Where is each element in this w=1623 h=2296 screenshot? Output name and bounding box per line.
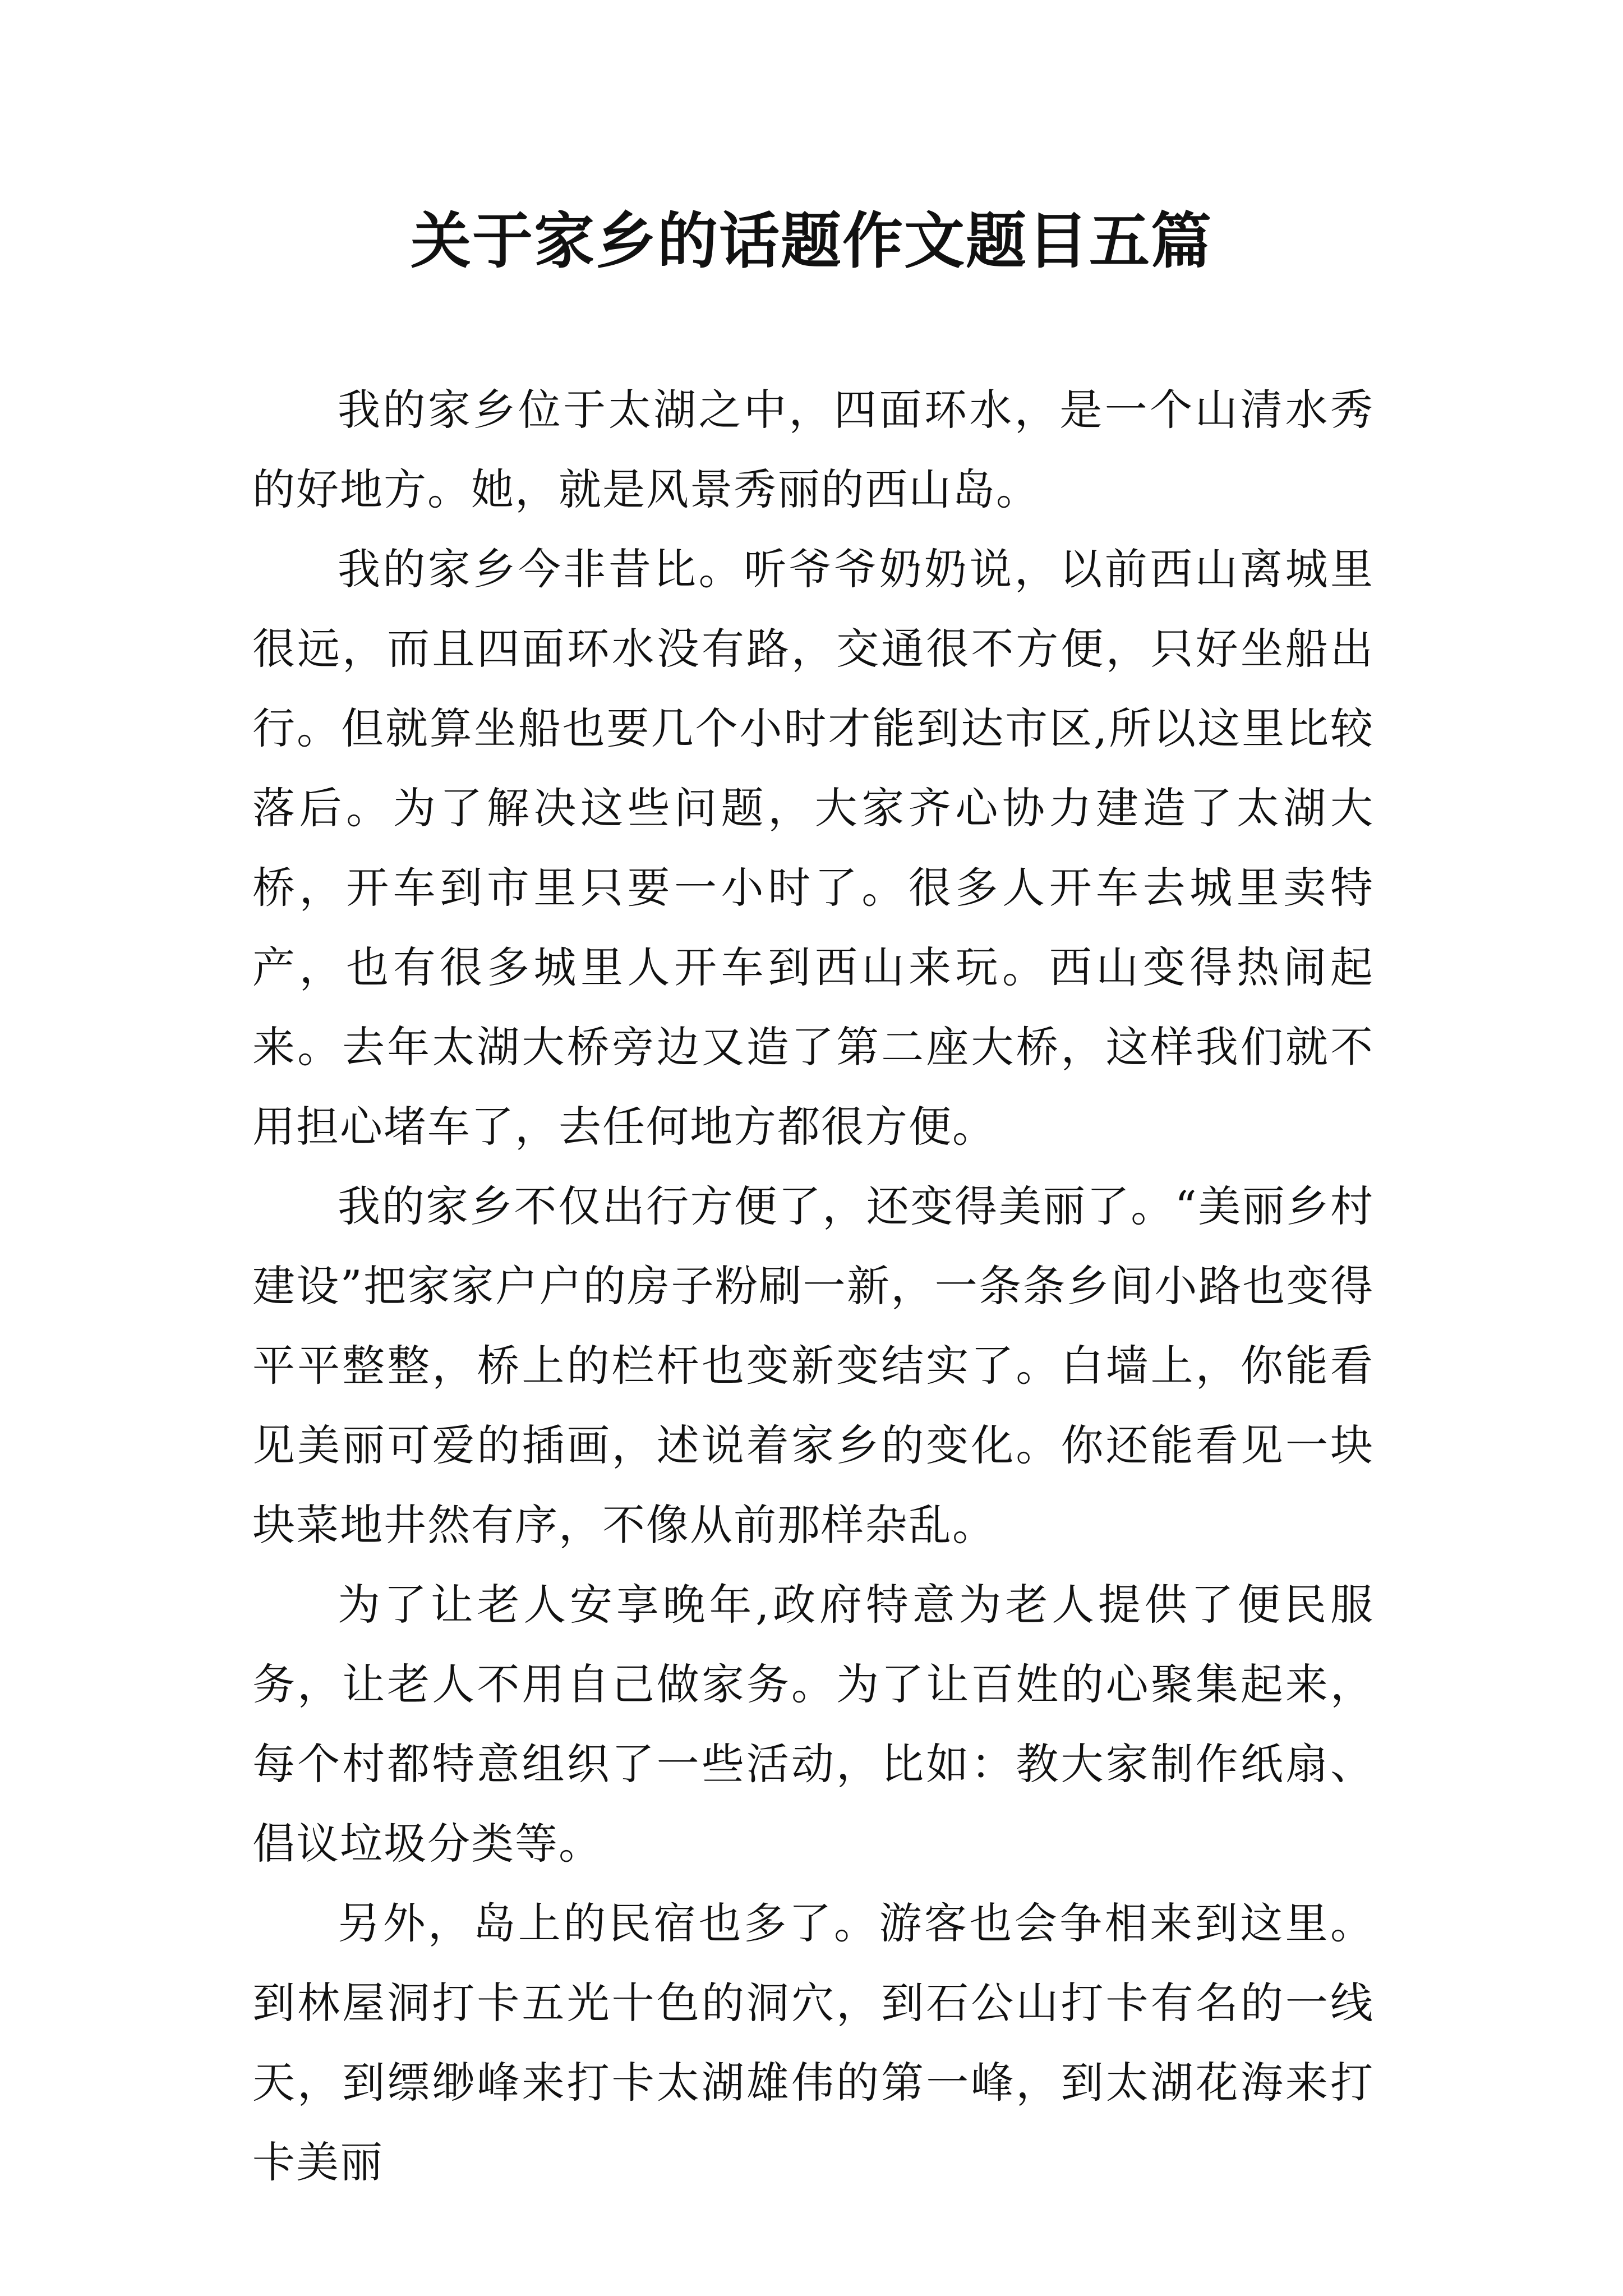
paragraph-2: 我的家乡今非昔比。听爷爷奶奶说，以前西山离城里很远，而且四面环水没有路，交通很不方便，只好坐船出行。但就算坐船也要几个小时才能到达市区,所以这里比较落后。为了解决这些问题，大家齐心协力建造了太湖大桥，开车到市里只要一小时了。很多人开车去城里卖特产，也有很多城里人开车到西山来玩。西山变得热闹起来。去年太湖大桥旁边又造了第二座大桥，这样我们就不用担心堵车了，去任何地方都很方便。 <box>252 544 1374 1152</box>
paragraph-5: 另外，岛上的民宿也多了。游客也会争相来到这里。到林屋洞打卡五光十色的洞穴，到石公山打卡有名的一线天，到缥缈峰来打卡太湖雄伟的第一峰，到太湖花海来打卡美丽 <box>252 1898 1374 2187</box>
document-title: 关于家乡的话题作文题目五篇 <box>410 206 1212 277</box>
document-body <box>252 370 1374 2202</box>
paragraph-4: 为了让老人安享晚年,政府特意为老人提供了便民服务，让老人不用自己做家务。为了让百姓的心聚集起来，每个村都特意组织了一些活动，比如：教大家制作纸扇、倡议垃圾分类等。 <box>252 1580 1374 1869</box>
paragraph-3: 我的家乡不仅出行方便了，还变得美丽了。“美丽乡村建设”把家家户户的房子粉刷一新，一条条乡间小路也变得平平整整，桥上的栏杆也变新变结实了。白墙上，你能看见美丽可爱的插画，述说着家乡的变化。你还能看见一块块菜地井然有序，不像从前那样杂乱。 <box>252 1181 1374 1550</box>
paragraph-1: 我的家乡位于太湖之中，四面环水，是一个山清水秀的好地方。她，就是风景秀丽的西山岛。 <box>252 385 1374 514</box>
